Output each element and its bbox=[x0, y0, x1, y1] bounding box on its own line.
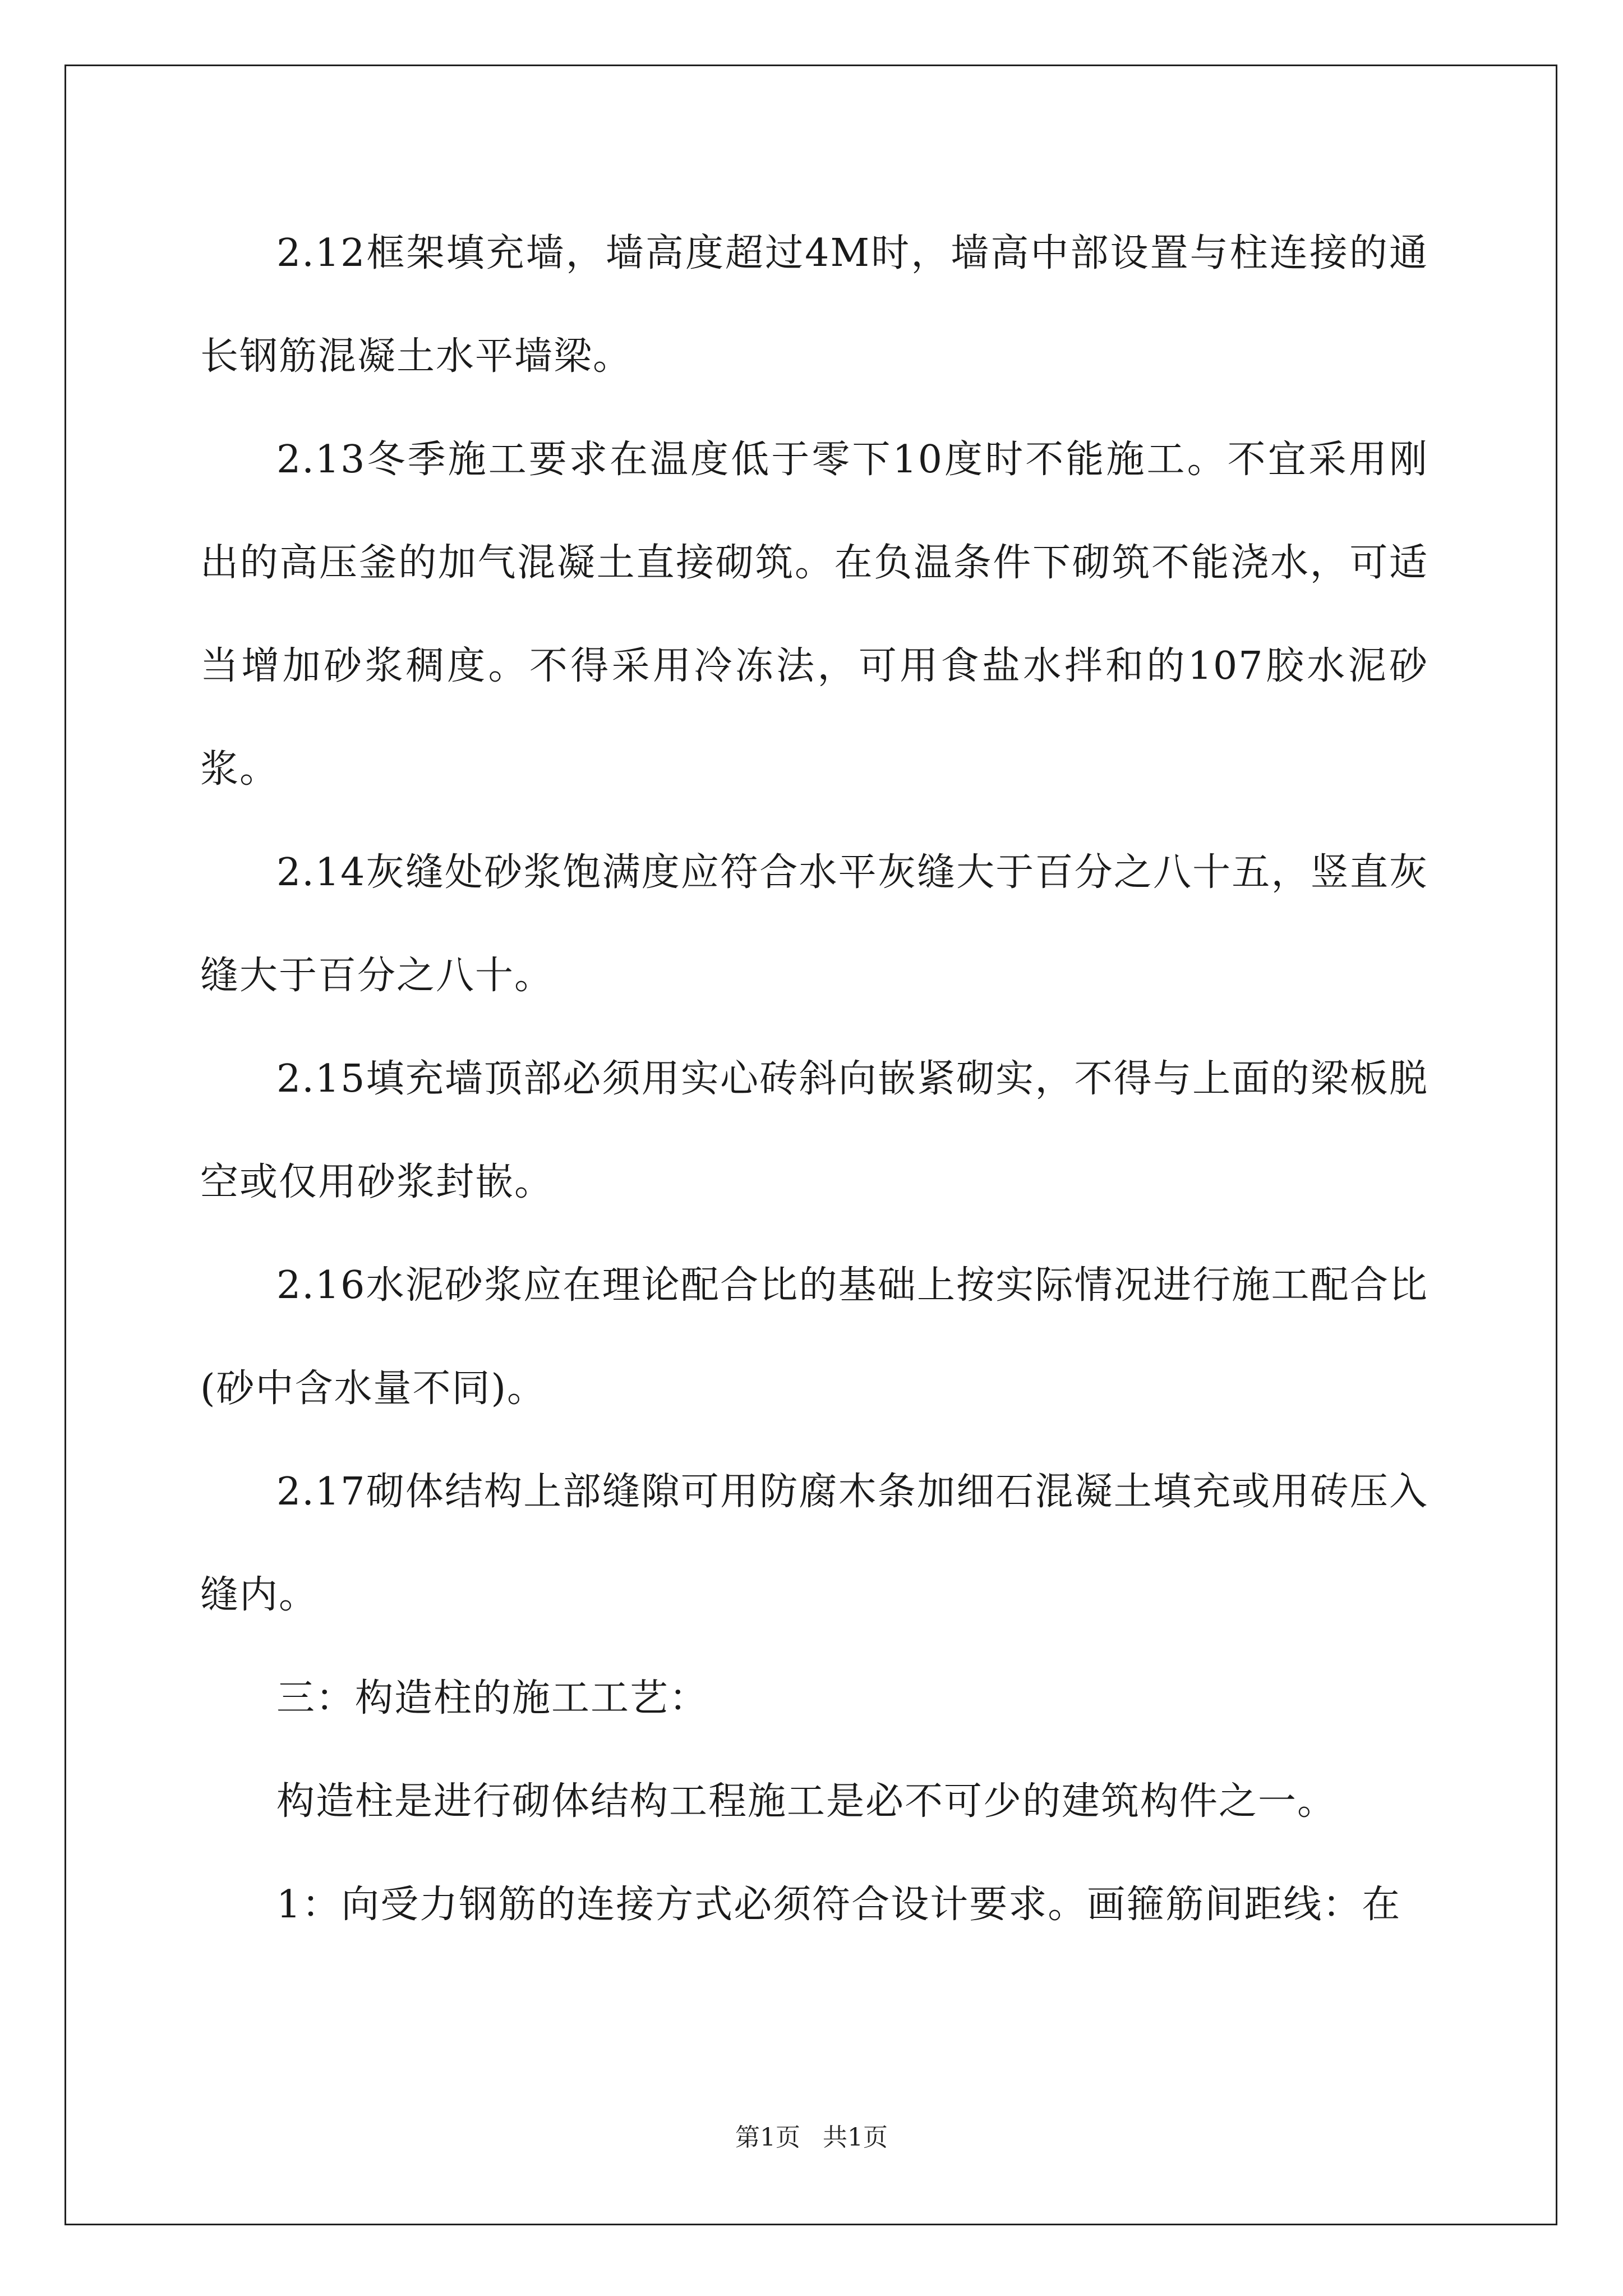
section-heading-3: 三：构造柱的施工工艺： bbox=[276, 1676, 709, 1720]
page-footer bbox=[0, 2117, 1623, 2153]
document-body bbox=[200, 202, 1428, 1957]
page-total: 共1页 bbox=[823, 2123, 888, 2152]
paragraph-1: 1：向受力钢筋的连接方式必须符合设计要求。画箍筋间距线：在 bbox=[276, 1883, 1401, 1927]
paragraph-intro: 构造柱是进行砌体结构工程施工是必不可少的建筑构件之一。 bbox=[276, 1779, 1337, 1824]
paragraph-2-15: 2.15填充墙顶部必须用实心砖斜向嵌紧砌实，不得与上面的梁板脱空或仅用砂浆封嵌。 bbox=[200, 1057, 1428, 1204]
paragraph-2-12: 2.12框架填充墙，墙高度超过4M时，墙高中部设置与柱连接的通长钢筋混凝土水平墙梁。 bbox=[200, 231, 1428, 379]
paragraph-2-13: 2.13冬季施工要求在温度低于零下10度时不能施工。不宜采用刚出的高压釜的加气混凝土直接砌筑。在负温条件下砌筑不能浇水，可适当增加砂浆稠度。不得采用冷冻法，可用食盐水拌和的107胶水泥砂浆。 bbox=[200, 438, 1428, 792]
paragraph-2-17: 2.17砌体结构上部缝隙可用防腐木条加细石混凝土填充或用砖压入缝内。 bbox=[200, 1470, 1428, 1617]
paragraph-2-16: 2.16水泥砂浆应在理论配合比的基础上按实际情况进行施工配合比(砂中含水量不同)。 bbox=[200, 1263, 1428, 1411]
page-number: 第1页 bbox=[735, 2123, 800, 2152]
paragraph-2-14: 2.14灰缝处砂浆饱满度应符合水平灰缝大于百分之八十五，竖直灰缝大于百分之八十。 bbox=[200, 850, 1428, 998]
